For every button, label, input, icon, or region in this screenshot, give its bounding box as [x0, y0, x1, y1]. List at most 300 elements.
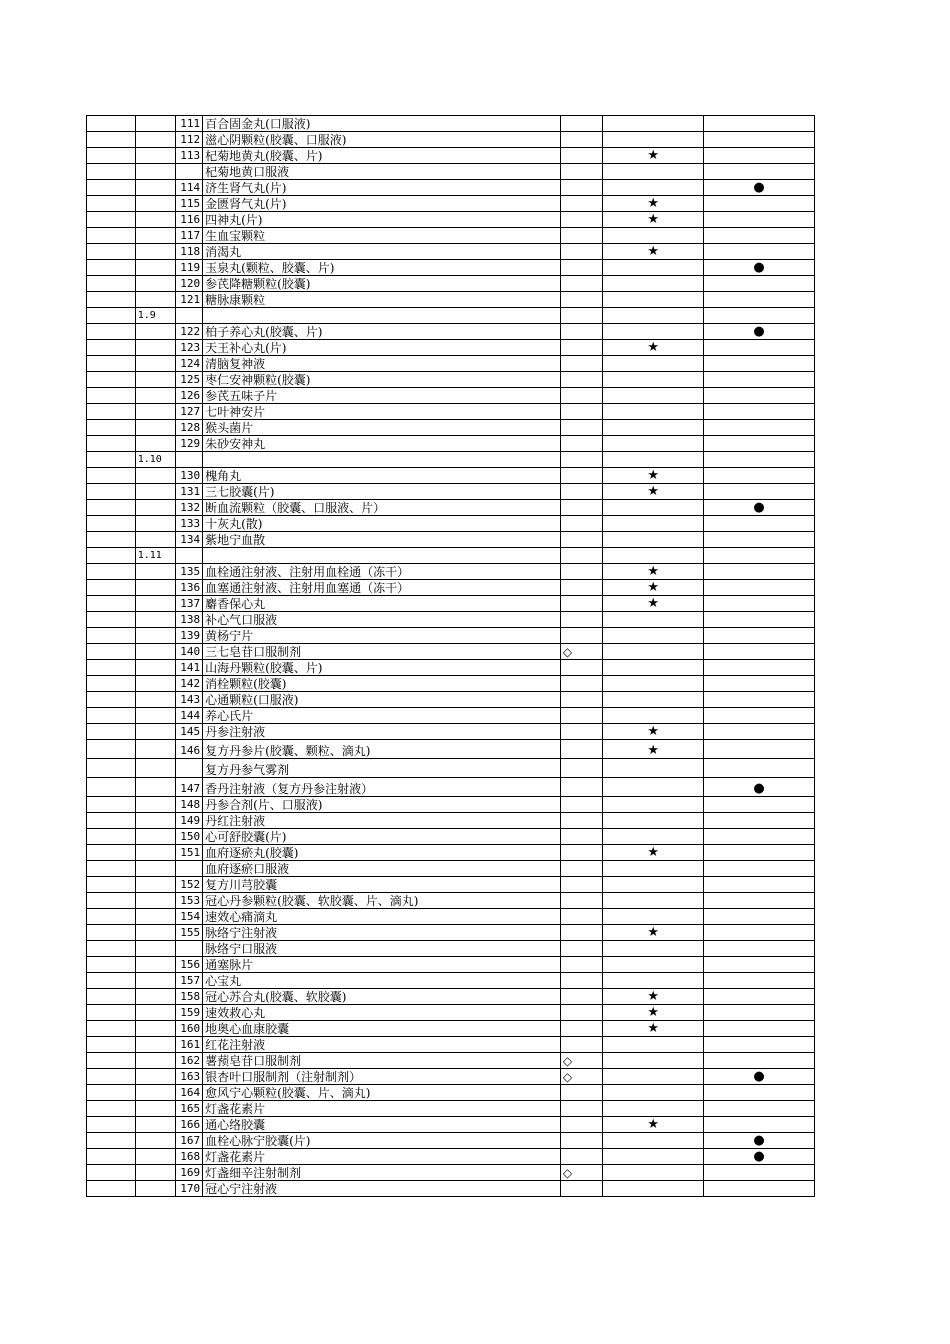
drug-name-cell: 枣仁安神颗粒(胶囊) — [203, 372, 561, 388]
drug-name-cell: 灯盏花素片 — [203, 1101, 561, 1117]
section-number-cell — [135, 484, 175, 500]
category-cell — [87, 116, 136, 132]
category-cell — [87, 676, 136, 692]
section-number-cell — [135, 708, 175, 724]
star-mark-cell — [603, 1165, 704, 1181]
star-mark-cell — [603, 292, 704, 308]
section-number-cell — [135, 228, 175, 244]
table-row — [87, 532, 815, 548]
drug-name-cell: 血府逐瘀口服液 — [203, 861, 561, 877]
item-number-cell: 153 — [176, 893, 203, 909]
section-number-cell — [135, 1021, 175, 1037]
item-number-cell: 146 — [176, 740, 203, 759]
star-mark-cell: ★ — [603, 989, 704, 1005]
table-row — [87, 612, 815, 628]
section-number-cell — [135, 925, 175, 941]
category-cell — [87, 260, 136, 276]
star-mark-cell — [603, 436, 704, 452]
item-number-cell: 127 — [176, 404, 203, 420]
section-number-cell: 1.9 — [135, 308, 175, 324]
star-mark-cell: ★ — [603, 340, 704, 356]
table-row — [87, 1101, 815, 1117]
dot-mark-cell — [703, 973, 814, 989]
table-row — [87, 372, 815, 388]
diamond-mark-cell — [560, 740, 603, 759]
drug-name-cell: 清脑复神液 — [203, 356, 561, 372]
section-number-cell — [135, 829, 175, 845]
category-cell — [87, 148, 136, 164]
dot-mark-cell — [703, 532, 814, 548]
dot-mark-cell — [703, 660, 814, 676]
table-row — [87, 1181, 815, 1197]
item-number-cell: 143 — [176, 692, 203, 708]
drug-name-cell: 三七皂苷口服制剂 — [203, 644, 561, 660]
diamond-mark-cell — [560, 778, 603, 797]
drug-name-cell: 养心氏片 — [203, 708, 561, 724]
category-cell — [87, 1021, 136, 1037]
drug-name-cell: 通塞脉片 — [203, 957, 561, 973]
section-number-cell — [135, 148, 175, 164]
diamond-mark-cell — [560, 1037, 603, 1053]
dot-mark-cell — [703, 228, 814, 244]
diamond-mark-cell — [560, 164, 603, 180]
diamond-mark-cell — [560, 468, 603, 484]
diamond-mark-cell — [560, 260, 603, 276]
section-number-cell — [135, 941, 175, 957]
table-row — [87, 660, 815, 676]
category-cell — [87, 1181, 136, 1197]
star-mark-cell — [603, 957, 704, 973]
star-mark-cell: ★ — [603, 1117, 704, 1133]
dot-mark-cell — [703, 1165, 814, 1181]
dot-mark-cell — [703, 724, 814, 740]
dot-mark-cell — [703, 452, 814, 468]
star-mark-cell — [603, 797, 704, 813]
category-cell — [87, 1037, 136, 1053]
section-number-cell — [135, 420, 175, 436]
diamond-mark-cell — [560, 925, 603, 941]
dot-mark-cell — [703, 516, 814, 532]
star-mark-cell: ★ — [603, 845, 704, 861]
star-mark-cell: ★ — [603, 580, 704, 596]
diamond-mark-cell — [560, 845, 603, 861]
item-number-cell: 163 — [176, 1069, 203, 1085]
item-number-cell: 149 — [176, 813, 203, 829]
table-row — [87, 644, 815, 660]
drug-name-cell: 薯蓣皂苷口服制剂 — [203, 1053, 561, 1069]
dot-mark-cell: ● — [703, 324, 814, 340]
drug-name-cell: 山海丹颗粒(胶囊、片) — [203, 660, 561, 676]
star-mark-cell — [603, 516, 704, 532]
category-cell — [87, 909, 136, 925]
category-cell — [87, 580, 136, 596]
section-number-cell — [135, 1101, 175, 1117]
drug-name-cell: 补心气口服液 — [203, 612, 561, 628]
item-number-cell: 162 — [176, 1053, 203, 1069]
diamond-mark-cell — [560, 893, 603, 909]
item-number-cell: 141 — [176, 660, 203, 676]
diamond-mark-cell — [560, 692, 603, 708]
drug-name-cell: 速效心痛滴丸 — [203, 909, 561, 925]
diamond-mark-cell — [560, 228, 603, 244]
category-cell — [87, 1165, 136, 1181]
table-row — [87, 1037, 815, 1053]
star-mark-cell — [603, 660, 704, 676]
section-number-cell — [135, 1133, 175, 1149]
category-cell — [87, 724, 136, 740]
section-number-cell — [135, 1069, 175, 1085]
dot-mark-cell — [703, 308, 814, 324]
star-mark-cell — [603, 759, 704, 778]
section-number-cell — [135, 676, 175, 692]
category-cell — [87, 759, 136, 778]
table-row — [87, 292, 815, 308]
section-number-cell — [135, 260, 175, 276]
diamond-mark-cell — [560, 612, 603, 628]
diamond-mark-cell — [560, 132, 603, 148]
section-number-cell — [135, 564, 175, 580]
drug-name-cell: 玉泉丸(颗粒、胶囊、片) — [203, 260, 561, 276]
diamond-mark-cell — [560, 196, 603, 212]
drug-name-cell: 断血流颗粒（胶囊、口服液、片） — [203, 500, 561, 516]
table-row — [87, 797, 815, 813]
item-number-cell: 128 — [176, 420, 203, 436]
dot-mark-cell: ● — [703, 1149, 814, 1165]
category-cell — [87, 1005, 136, 1021]
category-cell — [87, 708, 136, 724]
category-cell — [87, 628, 136, 644]
section-number-cell — [135, 612, 175, 628]
star-mark-cell — [603, 1037, 704, 1053]
star-mark-cell: ★ — [603, 484, 704, 500]
dot-mark-cell — [703, 548, 814, 564]
category-cell — [87, 452, 136, 468]
section-number-cell — [135, 692, 175, 708]
section-number-cell — [135, 957, 175, 973]
item-number-cell: 129 — [176, 436, 203, 452]
dot-mark-cell — [703, 628, 814, 644]
dot-mark-cell — [703, 676, 814, 692]
item-number-cell: 154 — [176, 909, 203, 925]
category-cell — [87, 228, 136, 244]
section-number-cell: 1.10 — [135, 452, 175, 468]
star-mark-cell — [603, 308, 704, 324]
diamond-mark-cell — [560, 797, 603, 813]
diamond-mark-cell — [560, 324, 603, 340]
table-row — [87, 276, 815, 292]
item-number-cell: 158 — [176, 989, 203, 1005]
star-mark-cell: ★ — [603, 148, 704, 164]
section-number-cell — [135, 813, 175, 829]
dot-mark-cell — [703, 244, 814, 260]
table-row — [87, 468, 815, 484]
item-number-cell: 122 — [176, 324, 203, 340]
diamond-mark-cell — [560, 877, 603, 893]
section-number-cell — [135, 468, 175, 484]
dot-mark-cell — [703, 164, 814, 180]
category-cell — [87, 1117, 136, 1133]
diamond-mark-cell — [560, 276, 603, 292]
table-row — [87, 925, 815, 941]
drug-name-cell: 天王补心丸(片) — [203, 340, 561, 356]
item-number-cell: 115 — [176, 196, 203, 212]
item-number-cell: 135 — [176, 564, 203, 580]
category-cell — [87, 1101, 136, 1117]
dot-mark-cell — [703, 372, 814, 388]
section-number-cell — [135, 292, 175, 308]
diamond-mark-cell — [560, 1005, 603, 1021]
dot-mark-cell — [703, 1021, 814, 1037]
table-row — [87, 308, 815, 324]
diamond-mark-cell — [560, 356, 603, 372]
drug-name-cell: 灯盏细辛注射制剂 — [203, 1165, 561, 1181]
dot-mark-cell — [703, 148, 814, 164]
dot-mark-cell — [703, 909, 814, 925]
item-number-cell: 168 — [176, 1149, 203, 1165]
star-mark-cell — [603, 372, 704, 388]
table-row — [87, 548, 815, 564]
item-number-cell: 160 — [176, 1021, 203, 1037]
drug-name-cell: 杞菊地黄丸(胶囊、片) — [203, 148, 561, 164]
dot-mark-cell — [703, 340, 814, 356]
table-row — [87, 813, 815, 829]
category-cell — [87, 778, 136, 797]
section-number-cell — [135, 740, 175, 759]
dot-mark-cell — [703, 484, 814, 500]
section-number-cell — [135, 989, 175, 1005]
drug-name-cell: 丹参注射液 — [203, 724, 561, 740]
table-row — [87, 404, 815, 420]
diamond-mark-cell — [560, 1117, 603, 1133]
item-number-cell: 111 — [176, 116, 203, 132]
star-mark-cell — [603, 180, 704, 196]
dot-mark-cell — [703, 388, 814, 404]
star-mark-cell — [603, 973, 704, 989]
drug-name-cell: 银杏叶口服制剂（注射制剂） — [203, 1069, 561, 1085]
table-row — [87, 148, 815, 164]
star-mark-cell — [603, 813, 704, 829]
section-number-cell — [135, 324, 175, 340]
drug-name-cell: 丹红注射液 — [203, 813, 561, 829]
table-row — [87, 180, 815, 196]
dot-mark-cell — [703, 564, 814, 580]
category-cell — [87, 420, 136, 436]
section-number-cell — [135, 660, 175, 676]
star-mark-cell — [603, 356, 704, 372]
drug-name-cell: 消渴丸 — [203, 244, 561, 260]
dot-mark-cell — [703, 877, 814, 893]
star-mark-cell — [603, 941, 704, 957]
drug-name-cell: 百合固金丸(口服液) — [203, 116, 561, 132]
category-cell — [87, 404, 136, 420]
item-number-cell: 142 — [176, 676, 203, 692]
star-mark-cell — [603, 1181, 704, 1197]
drug-name-cell: 灯盏花素片 — [203, 1149, 561, 1165]
drug-name-cell: 血栓心脉宁胶囊(片) — [203, 1133, 561, 1149]
drug-name-cell: 七叶神安片 — [203, 404, 561, 420]
dot-mark-cell — [703, 861, 814, 877]
category-cell — [87, 1133, 136, 1149]
drug-name-cell: 速效救心丸 — [203, 1005, 561, 1021]
star-mark-cell — [603, 1149, 704, 1165]
section-number-cell — [135, 628, 175, 644]
table-row — [87, 356, 815, 372]
drug-name-cell: 金匮肾气丸(片) — [203, 196, 561, 212]
diamond-mark-cell — [560, 759, 603, 778]
item-number-cell: 119 — [176, 260, 203, 276]
dot-mark-cell — [703, 612, 814, 628]
drug-name-cell: 滋心阴颗粒(胶囊、口服液) — [203, 132, 561, 148]
section-number-cell — [135, 1165, 175, 1181]
category-cell — [87, 1069, 136, 1085]
dot-mark-cell: ● — [703, 180, 814, 196]
star-mark-cell — [603, 829, 704, 845]
drug-name-cell: 冠心丹参颗粒(胶囊、软胶囊、片、滴丸) — [203, 893, 561, 909]
star-mark-cell — [603, 1101, 704, 1117]
drug-name-cell: 愈风宁心颗粒(胶囊、片、滴丸) — [203, 1085, 561, 1101]
dot-mark-cell — [703, 116, 814, 132]
section-number-cell — [135, 340, 175, 356]
drug-name-cell: 消栓颗粒(胶囊) — [203, 676, 561, 692]
item-number-cell: 144 — [176, 708, 203, 724]
diamond-mark-cell — [560, 388, 603, 404]
star-mark-cell: ★ — [603, 564, 704, 580]
section-number-cell — [135, 388, 175, 404]
diamond-mark-cell: ◇ — [560, 1053, 603, 1069]
table-row — [87, 580, 815, 596]
category-cell — [87, 532, 136, 548]
diamond-mark-cell — [560, 1181, 603, 1197]
table-row — [87, 708, 815, 724]
star-mark-cell: ★ — [603, 468, 704, 484]
item-number-cell: 159 — [176, 1005, 203, 1021]
diamond-mark-cell — [560, 564, 603, 580]
category-cell — [87, 500, 136, 516]
table-row — [87, 759, 815, 778]
table-row — [87, 500, 815, 516]
star-mark-cell — [603, 500, 704, 516]
section-number-cell — [135, 759, 175, 778]
dot-mark-cell — [703, 989, 814, 1005]
category-cell — [87, 1053, 136, 1069]
drug-table — [86, 115, 815, 1197]
section-number-cell — [135, 244, 175, 260]
item-number-cell: 116 — [176, 212, 203, 228]
drug-name-cell — [203, 452, 561, 468]
diamond-mark-cell — [560, 1101, 603, 1117]
table-row — [87, 116, 815, 132]
category-cell — [87, 356, 136, 372]
category-cell — [87, 829, 136, 845]
dot-mark-cell — [703, 740, 814, 759]
star-mark-cell: ★ — [603, 596, 704, 612]
drug-name-cell: 三七胶囊(片) — [203, 484, 561, 500]
dot-mark-cell — [703, 596, 814, 612]
dot-mark-cell — [703, 644, 814, 660]
star-mark-cell — [603, 132, 704, 148]
item-number-cell: 132 — [176, 500, 203, 516]
diamond-mark-cell — [560, 308, 603, 324]
dot-mark-cell — [703, 196, 814, 212]
category-cell — [87, 324, 136, 340]
table-row — [87, 1021, 815, 1037]
dot-mark-cell — [703, 692, 814, 708]
star-mark-cell — [603, 548, 704, 564]
dot-mark-cell — [703, 420, 814, 436]
table-row — [87, 941, 815, 957]
section-number-cell — [135, 778, 175, 797]
table-row — [87, 692, 815, 708]
diamond-mark-cell — [560, 516, 603, 532]
table-row — [87, 228, 815, 244]
star-mark-cell — [603, 644, 704, 660]
item-number-cell: 161 — [176, 1037, 203, 1053]
category-cell — [87, 989, 136, 1005]
item-number-cell: 164 — [176, 1085, 203, 1101]
item-number-cell: 126 — [176, 388, 203, 404]
diamond-mark-cell — [560, 861, 603, 877]
table-row — [87, 1165, 815, 1181]
item-number-cell: 139 — [176, 628, 203, 644]
drug-name-cell: 参芪五味子片 — [203, 388, 561, 404]
category-cell — [87, 340, 136, 356]
item-number-cell — [176, 941, 203, 957]
section-number-cell — [135, 164, 175, 180]
item-number-cell: 118 — [176, 244, 203, 260]
diamond-mark-cell — [560, 660, 603, 676]
drug-name-cell: 脉络宁注射液 — [203, 925, 561, 941]
category-cell — [87, 1085, 136, 1101]
table-row — [87, 516, 815, 532]
drug-name-cell: 血府逐瘀丸(胶囊) — [203, 845, 561, 861]
table-row — [87, 740, 815, 759]
star-mark-cell — [603, 861, 704, 877]
diamond-mark-cell: ◇ — [560, 1069, 603, 1085]
drug-name-cell: 脉络宁口服液 — [203, 941, 561, 957]
section-number-cell — [135, 1005, 175, 1021]
item-number-cell: 147 — [176, 778, 203, 797]
category-cell — [87, 877, 136, 893]
category-cell — [87, 292, 136, 308]
item-number-cell: 170 — [176, 1181, 203, 1197]
drug-name-cell: 四神丸(片) — [203, 212, 561, 228]
dot-mark-cell — [703, 829, 814, 845]
table-row — [87, 957, 815, 973]
item-number-cell: 131 — [176, 484, 203, 500]
drug-name-cell: 血塞通注射液、注射用血塞通（冻干） — [203, 580, 561, 596]
diamond-mark-cell — [560, 340, 603, 356]
item-number-cell: 121 — [176, 292, 203, 308]
drug-name-cell: 柏子养心丸(胶囊、片) — [203, 324, 561, 340]
section-number-cell — [135, 404, 175, 420]
item-number-cell: 112 — [176, 132, 203, 148]
item-number-cell: 157 — [176, 973, 203, 989]
section-number-cell — [135, 877, 175, 893]
star-mark-cell — [603, 404, 704, 420]
dot-mark-cell: ● — [703, 1069, 814, 1085]
item-number-cell: 136 — [176, 580, 203, 596]
section-number-cell — [135, 909, 175, 925]
star-mark-cell — [603, 877, 704, 893]
section-number-cell — [135, 532, 175, 548]
category-cell — [87, 973, 136, 989]
star-mark-cell — [603, 324, 704, 340]
section-number-cell — [135, 1085, 175, 1101]
diamond-mark-cell — [560, 452, 603, 468]
table-row — [87, 877, 815, 893]
drug-name-cell: 参芪降糖颗粒(胶囊) — [203, 276, 561, 292]
dot-mark-cell — [703, 580, 814, 596]
